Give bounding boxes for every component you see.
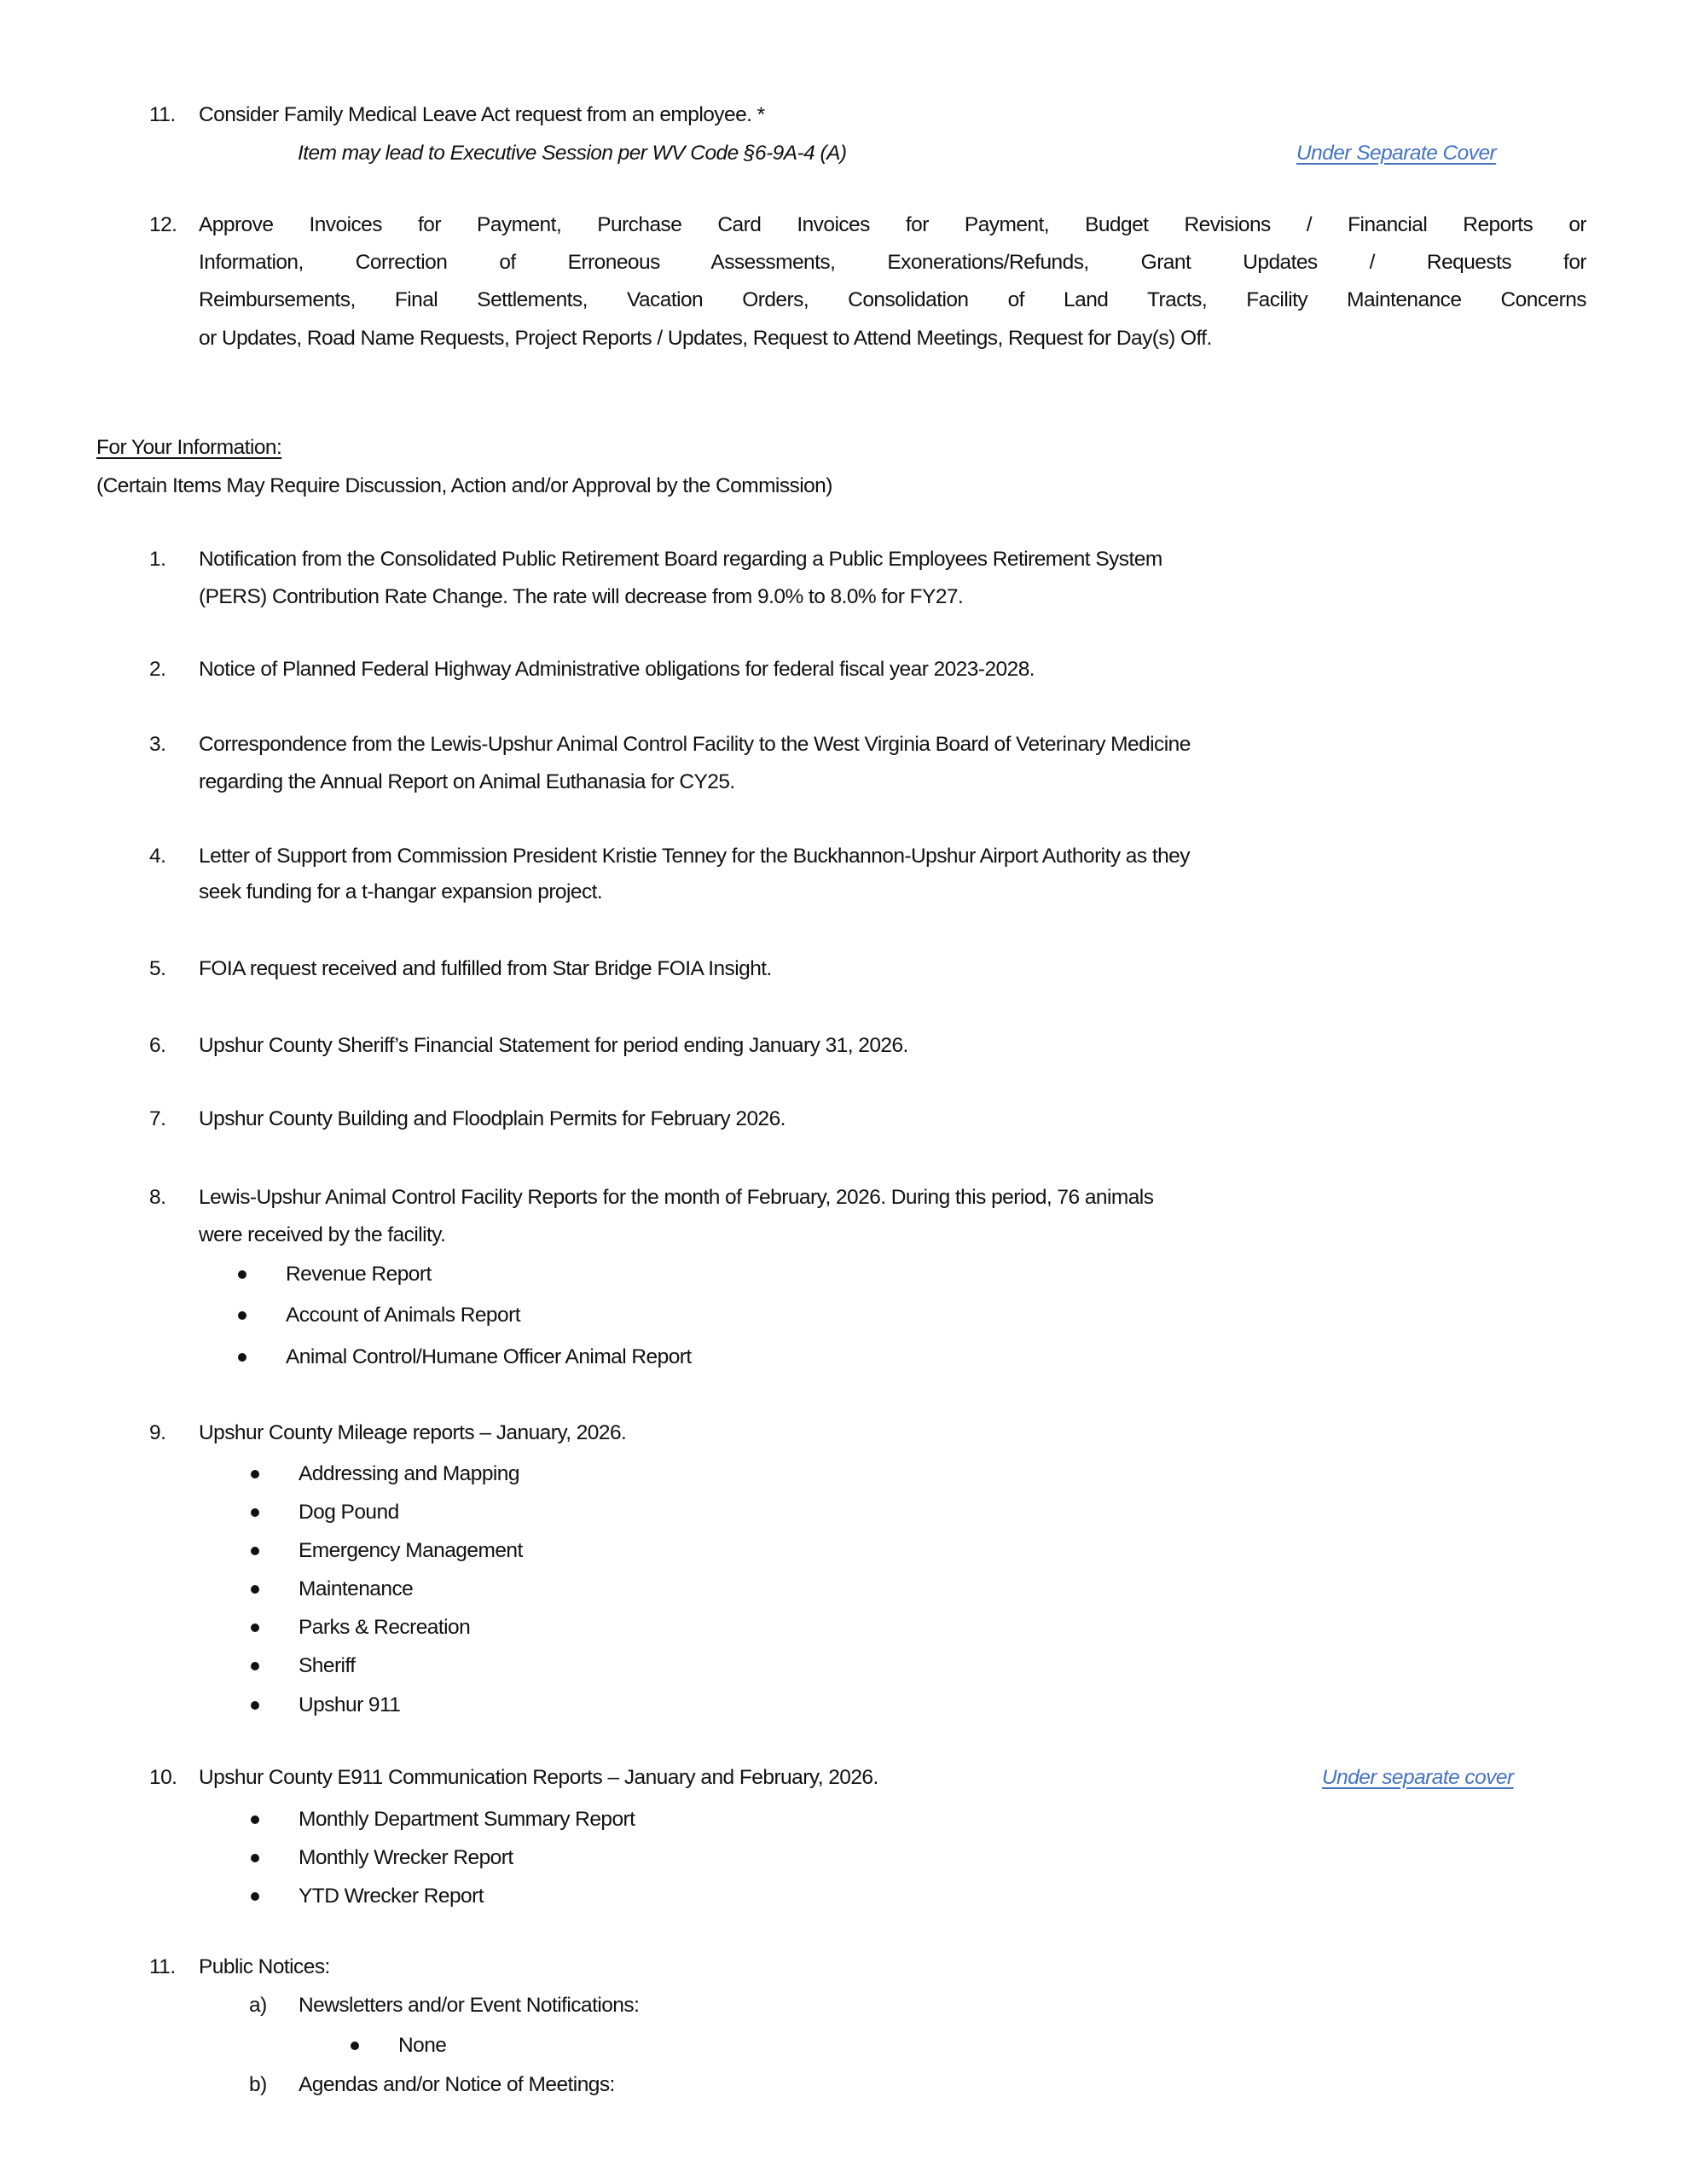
item-number: 11. — [149, 103, 176, 126]
executive-session-note: Item may lead to Executive Session per WV Code §6-9A-4 (A) — [298, 142, 847, 165]
sub-item-text: Agendas and/or Notice of Meetings: — [299, 2073, 615, 2096]
bullet-icon — [251, 1701, 259, 1710]
bullet-item: None — [398, 2034, 447, 2057]
item-number: 2. — [149, 658, 166, 681]
item-number: 8. — [149, 1186, 166, 1209]
item-number: 10. — [149, 1766, 177, 1789]
bullet-item: Upshur 911 — [299, 1693, 401, 1716]
item-number: 12. — [149, 213, 177, 236]
item-text-line: Upshur County Sheriff’s Financial Statement for period ending January 31, 2026. — [199, 1034, 908, 1057]
item-text-line: Approve Invoices for Payment, Purchase Card Invoices for Payment, Budget Revisions / Financial Reports or — [199, 213, 1586, 236]
item-text-line: regarding the Annual Report on Animal Euthanasia for CY25. — [199, 770, 735, 793]
bullet-icon — [251, 1815, 259, 1824]
item-text-line: Reimbursements, Final Settlements, Vacation Orders, Consolidation of Land Tracts, Facility Maintenance Concerns — [199, 288, 1586, 311]
bullet-item: Parks & Recreation — [299, 1616, 471, 1639]
item-text-line: Letter of Support from Commission President Kristie Tenney for the Buckhannon-Upshur Airport Authority as they — [199, 845, 1190, 868]
under-separate-cover-link[interactable]: Under separate cover — [1322, 1766, 1514, 1789]
bullet-icon — [251, 1854, 259, 1862]
bullet-icon — [251, 1892, 259, 1901]
bullet-item: Revenue Report — [286, 1263, 432, 1286]
bullet-item: Addressing and Mapping — [299, 1462, 519, 1485]
item-text-line: FOIA request received and fulfilled from Star Bridge FOIA Insight. — [199, 957, 772, 980]
item-text-line: Correspondence from the Lewis-Upshur Animal Control Facility to the West Virginia Board of Veterinary Medicine — [199, 733, 1191, 756]
item-text: Consider Family Medical Leave Act request from an employee. * — [199, 103, 765, 126]
fyi-subheading: (Certain Items May Require Discussion, Action and/or Approval by the Commission) — [96, 474, 832, 497]
bullet-item: Monthly Department Summary Report — [299, 1808, 635, 1831]
bullet-item: Maintenance — [299, 1577, 414, 1600]
item-number: 3. — [149, 733, 166, 756]
item-text-line: Upshur County Building and Floodplain Permits for February 2026. — [199, 1107, 786, 1130]
bullet-icon — [351, 2042, 359, 2050]
bullet-icon — [238, 1353, 246, 1362]
item-text-line: were received by the facility. — [199, 1223, 446, 1246]
item-text-line: seek funding for a t-hangar expansion project. — [199, 880, 603, 903]
item-text-line: Public Notices: — [199, 1955, 330, 1978]
bullet-item: Animal Control/Humane Officer Animal Report — [286, 1345, 692, 1368]
bullet-item: Account of Animals Report — [286, 1304, 520, 1327]
item-number: 6. — [149, 1034, 166, 1057]
item-text-line: Upshur County E911 Communication Reports – January and February, 2026. — [199, 1766, 878, 1789]
bullet-icon — [251, 1623, 259, 1632]
bullet-icon — [251, 1585, 259, 1594]
item-text-line: Notification from the Consolidated Public Retirement Board regarding a Public Employees Retirement System — [199, 548, 1162, 571]
item-text-line: Upshur County Mileage reports – January, 2026. — [199, 1421, 627, 1444]
sub-item-label: a) — [249, 1994, 267, 2017]
bullet-item: Monthly Wrecker Report — [299, 1846, 513, 1869]
bullet-icon — [238, 1311, 246, 1320]
item-number: 11. — [149, 1955, 176, 1978]
bullet-item: YTD Wrecker Report — [299, 1885, 484, 1908]
item-text-line: Notice of Planned Federal Highway Administrative obligations for federal fiscal year 2023-2028. — [199, 658, 1035, 681]
bullet-item: Emergency Management — [299, 1539, 523, 1562]
item-number: 5. — [149, 957, 166, 980]
item-number: 9. — [149, 1421, 166, 1444]
item-number: 4. — [149, 845, 166, 868]
bullet-icon — [251, 1470, 259, 1478]
bullet-icon — [251, 1662, 259, 1670]
sub-item-text: Newsletters and/or Event Notifications: — [299, 1994, 640, 2017]
bullet-icon — [238, 1270, 246, 1279]
item-number: 1. — [149, 548, 166, 571]
bullet-icon — [251, 1508, 259, 1517]
item-text-line: Information, Correction of Erroneous Assessments, Exonerations/Refunds, Grant Updates / Requests for — [199, 251, 1586, 274]
under-separate-cover-link[interactable]: Under Separate Cover — [1296, 142, 1497, 165]
item-text-line: or Updates, Road Name Requests, Project Reports / Updates, Request to Attend Meetings, Request for Day(s) Off. — [199, 327, 1212, 350]
item-number: 7. — [149, 1107, 166, 1130]
bullet-item: Dog Pound — [299, 1501, 399, 1524]
item-text-line: Lewis-Upshur Animal Control Facility Reports for the month of February, 2026. During this period, 76 animals — [199, 1186, 1154, 1209]
bullet-item: Sheriff — [299, 1654, 356, 1677]
bullet-icon — [251, 1547, 259, 1555]
fyi-heading: For Your Information: — [96, 436, 282, 459]
sub-item-label: b) — [249, 2073, 267, 2096]
item-text-line: (PERS) Contribution Rate Change. The rate will decrease from 9.0% to 8.0% for FY27. — [199, 585, 964, 608]
